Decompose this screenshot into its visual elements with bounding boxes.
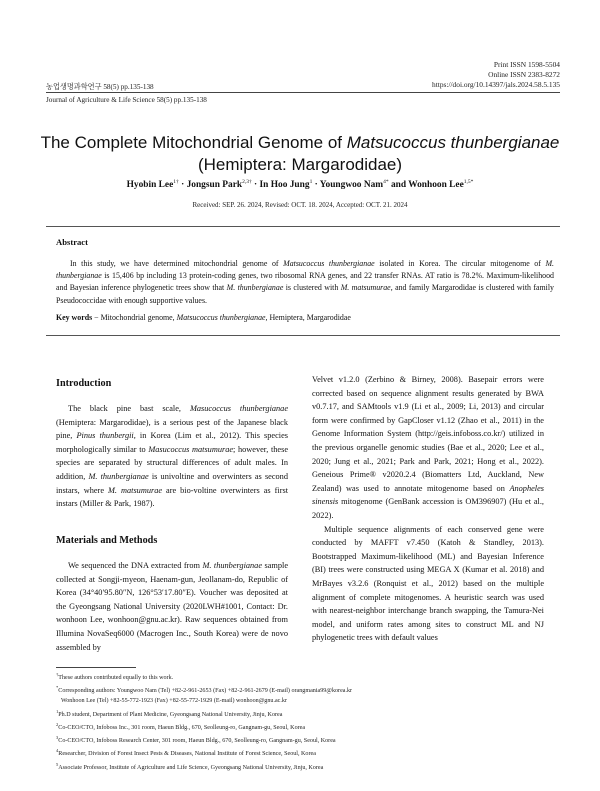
footnote-text: Associate Professor, Institute of Agriculture and Life Science, Gyeongsang National University, Jinju, Korea [58,764,324,771]
paper-title [40,132,560,176]
author-name: Jongsun Park [186,180,243,191]
abstract-segment: is 15,406 bp including 13 protein-coding genes, two ribosomal RNA genes, and 22 transfer RNAs. AT ratio is 78.2%. Maximum-likelihood and Bayesian inference phylogenetic trees show that [56,271,554,293]
footnote [56,733,560,746]
methods-body [56,559,288,654]
footnote [56,720,560,733]
title-species: Matsucoccus thunbergianae [346,133,560,152]
author-separator: · [314,180,318,191]
species-name: M. matsumurae [108,485,163,495]
abstract-segment: is clustered with [283,283,341,293]
author-conjunction: and [390,180,407,191]
introduction-heading: Introduction [56,378,112,389]
footnote [56,746,560,759]
text-segment: Velvet v1.2.0 (Zerbino & Birney, 2008). Basepair errors were corrected based on sequence alignment results generated by BWA v0.7.17, and SAMtools v1.9 (Li et al., 2009; Li, 2013) and circular form were confirmed by GapCloser v1.12 (Zhao et al., 2011) in the Genome Information System (http://geis.infoboss.co.kr/) utilized in the previous organelle genomic studies (Bae et al., 2020; Lee et al., 2020; Jung et al., 2021; Park and Park, 2021; Hong et al., 2022). Geneious Prime® v2020.2.4 (Biomatters Ltd, Auckland, New Zealand) was used to annotate mitogenome based on [312,375,544,493]
footnote-text: Researcher, Division of Forest Insect Pests & Diseases, National Institute of Forest Science, Seoul, Korea [58,751,316,758]
abstract-segment: , and family Margarodidae is clustered with family Pseudococcidae with enough supportive values. [56,283,554,305]
footnote-text: These authors contributed equally to this work. [58,675,174,682]
author-name: In Hoo Jung [259,180,310,191]
keyword: Mitochondrial genome, [100,313,177,322]
paragraph: Multiple sequence alignments of each conserved gene were conducted by MAFFT v7.450 (Katoh & Standley, 2013). Bootstrapped Maximum-likelihood (ML) and Bayesian Inference (BI) trees were constructed using MEGA X (Kumar et al. 2018) and MrBayes v3.2.6 (Ronquist et al., 2012) based on the multiple alignment of complete mitogenomes. A heuristic search was used with nearest-neighbor interchange branch swapping, the Tamura-Nei model, and uniform rates among sites to construct ML and NJ phylogenetic trees with default values [312,524,544,643]
footnote-divider [56,667,136,668]
footnote-mark: † [56,672,59,677]
abstract-heading: Abstract [56,237,88,247]
footnote-mark: * [56,685,59,691]
footnote [56,760,560,773]
footnote-mark: 4 [56,748,59,754]
abstract-segment: In this study, we have determined mitochondrial genome of [70,259,284,268]
species-name: M. thunbergianae [88,471,149,481]
text-segment: We sequenced the DNA extracted from [68,561,203,570]
abstract-divider [46,226,560,227]
author-separator: · [254,180,258,191]
footnote-text: Corresponding authors: Youngwoo Nam (Tel) +82-2-961-2653 (Fax) +82-2-961-2679 (E-mail) orangmania99@korea.kr [58,688,353,695]
footnote-text: Co-CEO/CTO, Infoboss Research Center, 301 room, Haeun Bldg., 670, Seolleung-ro, Gangnam-gu, Seoul, Korea [58,738,336,745]
text-segment: , in Korea (Lim et al., 2012). This species morphologically similar to [56,431,289,454]
footnote [56,707,560,720]
author-name: Wonhoon Lee [408,180,464,191]
author-affiliation: 4* [383,179,389,185]
text-segment: mitogenome (GenBank accession is OM396907) (Hu et al., 2022). [312,497,544,520]
author-affiliation: 1† [173,179,179,185]
introduction-body [56,402,288,511]
journal-name-korean: 농업생명과학연구 58(5) pp.135-138 [46,83,154,91]
author-name: Youngwoo Nam [319,180,384,191]
author-separator: · [181,180,185,191]
footnote-text: Ph.D student, Department of Plant Medicine, Gyeongsang National University, Jinju, Korea [58,711,283,718]
text-segment: ; however, these species are separated by structural differences of adult males. In addition, [56,444,289,481]
keywords-label: Key words [56,313,93,322]
footnote-text: Co-CEO/CTO, Infoboss Inc., 301 room, Haeun Bldg., 670, Seolleung-ro, Gangnam-gu, Seoul, Korea [58,724,306,731]
issn-doi-block [432,60,560,90]
footnote-mark: 2 [56,721,59,727]
footnote-mark: 5 [56,761,59,767]
footnotes [56,670,560,773]
author-affiliation: 1,5* [463,179,474,185]
species-name: Pinus thunbergii [76,431,134,441]
text-segment: are bio-voltine overwinters as first instars (Miller & Park, 1987). [56,485,289,509]
abstract-species: M. thunbergianae [226,283,284,293]
author-list [40,179,560,190]
footnote-text: Wonhoon Lee (Tel) +82-55-772-1923 (Fax) +82-55-772-1929 (E-mail) wonhoon@gnu.ac.kr [61,698,287,705]
abstract-species: Matsucoccus thunbergianae [283,259,375,268]
abstract-segment: isolated in Korea. The circular mitogenome of [374,259,546,268]
abstract-species: M. thunbergianae [56,259,554,281]
footnote-mark: 1 [56,708,59,714]
footnote [56,670,560,683]
keywords-divider [46,335,560,336]
text-segment: The black pine bast scale, [68,404,190,413]
online-issn: Online ISSN 2383-8272 [488,70,560,79]
keywords-dash: − [92,313,101,322]
text-segment: (Hemiptera: Margarodidae), is a serious pest of the Japanese black pine, [56,417,288,441]
author-affiliation: 1 [309,179,313,185]
print-issn: Print ISSN 1598-5504 [493,60,560,69]
received-dates: Received: SEP. 26. 2024, Revised: OCT. 18. 2024, Accepted: OCT. 21. 2024 [192,201,408,209]
abstract-text [56,258,554,307]
footnote [56,683,560,696]
abstract-species: M. matsumurae [340,283,391,293]
title-prefix: The Complete Mitochondrial Genome of [40,133,347,152]
text-segment: is univoltine and overwinters as second instars, where [56,471,288,495]
species-name: Masucoccus thunbergianae [189,404,289,413]
text-segment: sample collected at Songji-myeon, Haenam-gun, Jeollanam-do, Republic of Korea (34°40′95.80″N, 126°53′17.80″E). Voucher was deposited at the Gyeongsang National University (2020LWH#1001, Contact: Dr. wonhoon Lee, wonhoon@gnu.ac.kr). Raw sequences obtained from Illumina NovaSeq6000 (Macrogen Inc., South Korea) were de novo assembled by [56,561,289,652]
methods-heading: Materials and Methods [56,535,158,546]
right-column-body [312,373,544,645]
header-divider [46,92,560,93]
species-name: Anopheles sinensis [312,483,544,507]
keyword: , Hemiptera, Margarodidae [265,313,351,322]
title-family: (Hemiptera: Margarodidae) [197,155,403,174]
journal-name-english: Journal of Agriculture & Life Science 58(5) pp.135-138 [46,96,207,104]
species-name: Masucoccus matsumurae [148,444,234,454]
author-name: Hyobin Lee [126,180,174,191]
keywords-line [56,313,554,322]
doi-link[interactable]: https://doi.org/10.14397/jals.2024.58.5.135 [432,80,560,89]
footnote [56,696,560,706]
species-name: M. thunbergianae [202,561,263,570]
footnote-mark: 3 [56,735,59,741]
keyword: Matsucoccus thunbergianae [176,313,266,322]
author-affiliation: 2,3† [242,179,252,185]
